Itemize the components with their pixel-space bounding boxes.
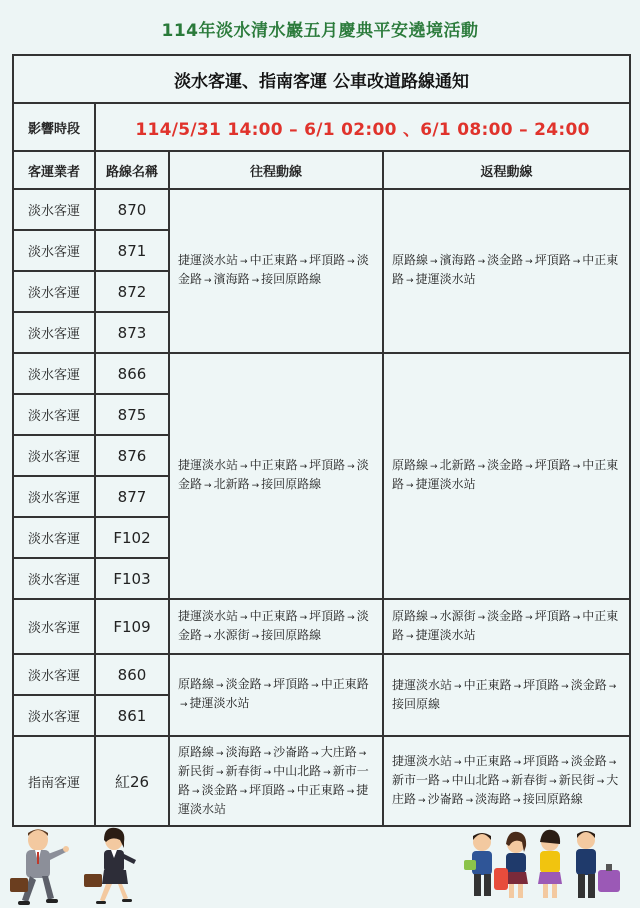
route-number-cell: 872 xyxy=(95,271,169,312)
arrow-icon: → xyxy=(346,787,355,797)
arrow-icon: → xyxy=(477,462,486,472)
arrow-icon: → xyxy=(311,749,319,759)
road-segment: 原路線 xyxy=(392,608,429,623)
operator-cell: 淡水客運 xyxy=(13,654,95,695)
operator-cell: 淡水客運 xyxy=(13,353,95,394)
arrow-icon: → xyxy=(180,700,188,710)
road-segment: 捷運淡水站 xyxy=(415,477,476,491)
road-segment: 中正東路 xyxy=(392,458,619,491)
arrow-icon: → xyxy=(525,612,533,623)
road-segment: 接回原路線 xyxy=(261,272,322,286)
arrow-icon: → xyxy=(287,787,295,797)
outbound-path-cell xyxy=(169,654,383,736)
route-number-cell: 870 xyxy=(95,189,169,230)
operator-cell: 淡水客運 xyxy=(13,435,95,476)
road-segment: 原路線 xyxy=(392,458,429,472)
route-row xyxy=(13,654,630,695)
outbound-path-cell xyxy=(169,189,383,353)
arrow-icon: → xyxy=(608,757,617,768)
road-segment: 淡海路 xyxy=(225,745,262,759)
arrow-icon: → xyxy=(347,612,355,623)
road-segment: 北新路 xyxy=(439,458,476,472)
arrow-icon: → xyxy=(311,681,319,691)
operator-cell: 淡水客運 xyxy=(13,599,95,654)
column-header-inbound: 返程動線 xyxy=(383,151,630,189)
road-segment: 接回原線 xyxy=(392,697,441,711)
arrow-icon: → xyxy=(299,462,308,472)
road-segment: 淡金路 xyxy=(178,458,369,491)
arrow-icon: → xyxy=(347,257,355,267)
route-number-cell: 861 xyxy=(95,695,169,736)
arrow-icon: → xyxy=(263,681,272,691)
arrow-icon: → xyxy=(204,481,212,491)
route-number-cell: 866 xyxy=(95,353,169,394)
inbound-path-cell xyxy=(383,654,630,736)
operator-cell: 淡水客運 xyxy=(13,271,95,312)
operator-cell: 指南客運 xyxy=(13,736,95,826)
arrow-icon: → xyxy=(216,681,224,691)
road-segment: 中正東路 xyxy=(463,753,512,768)
period-value: 114/5/31 14:00 – 6/1 02:00 、6/1 08:00 – 24:00 xyxy=(95,103,630,151)
arrow-icon: → xyxy=(358,749,367,759)
road-segment: 坪頂路 xyxy=(523,678,560,692)
road-segment: 捷運淡水站 xyxy=(415,272,476,286)
arrow-icon: → xyxy=(240,612,248,623)
inbound-path-cell xyxy=(383,189,630,353)
inbound-path-cell xyxy=(383,599,630,654)
road-segment: 捷運淡水站 xyxy=(392,753,453,768)
travelers-group-illustration xyxy=(464,828,634,906)
arrow-icon: → xyxy=(477,257,486,267)
arrow-icon: → xyxy=(465,795,474,806)
road-segment: 新民街 xyxy=(178,764,215,778)
road-segment: 淡金路 xyxy=(487,608,524,623)
road-segment: 接回原路線 xyxy=(261,477,322,491)
road-segment: 坪頂路 xyxy=(523,753,560,768)
route-number-cell: F109 xyxy=(95,599,169,654)
road-segment: 接回原路線 xyxy=(261,627,322,642)
road-segment: 中正東路 xyxy=(392,253,619,286)
operator-cell: 淡水客運 xyxy=(13,189,95,230)
route-notice-table xyxy=(12,54,631,827)
arrow-icon: → xyxy=(240,257,248,267)
road-segment: 原路線 xyxy=(392,253,429,267)
road-segment: 坪頂路 xyxy=(273,677,310,691)
arrow-icon: → xyxy=(561,682,569,692)
arrow-icon: → xyxy=(572,257,581,267)
period-row xyxy=(13,103,630,151)
road-segment: 中正東路 xyxy=(320,677,369,691)
arrow-icon: → xyxy=(608,682,617,692)
arrow-icon: → xyxy=(561,757,569,768)
route-table-body xyxy=(13,189,630,826)
road-segment: 坪頂路 xyxy=(309,458,346,472)
outbound-path-cell xyxy=(169,736,383,826)
arrow-icon: → xyxy=(406,276,414,286)
road-segment: 中山北路 xyxy=(451,772,500,787)
road-segment: 坪頂路 xyxy=(309,608,346,623)
arrow-icon: → xyxy=(454,682,462,692)
arrow-icon: → xyxy=(204,631,212,642)
road-segment: 淡金路 xyxy=(178,608,369,642)
road-segment: 新春街 xyxy=(225,764,262,778)
column-header-row xyxy=(13,151,630,189)
road-segment: 坪頂路 xyxy=(309,253,346,267)
route-row xyxy=(13,599,630,654)
road-segment: 沙崙路 xyxy=(427,791,464,806)
route-number-cell: 873 xyxy=(95,312,169,353)
road-segment: 淡金路 xyxy=(487,253,524,267)
road-segment: 沙崙路 xyxy=(273,745,310,759)
road-segment: 濱海路 xyxy=(439,253,476,267)
road-segment: 接回原路線 xyxy=(522,791,583,806)
road-segment: 淡金路 xyxy=(487,458,524,472)
operator-cell: 淡水客運 xyxy=(13,517,95,558)
road-segment: 淡金路 xyxy=(201,783,238,797)
route-number-cell: F102 xyxy=(95,517,169,558)
inbound-path-cell xyxy=(383,736,630,826)
arrow-icon: → xyxy=(513,795,521,806)
road-segment: 北新路 xyxy=(213,477,250,491)
arrow-icon: → xyxy=(251,481,260,491)
arrow-icon: → xyxy=(513,757,522,768)
route-number-cell: 860 xyxy=(95,654,169,695)
road-segment: 淡金路 xyxy=(570,678,607,692)
road-segment: 原路線 xyxy=(178,677,215,691)
route-row xyxy=(13,189,630,230)
road-segment: 中正東路 xyxy=(296,783,345,797)
arrow-icon: → xyxy=(251,276,260,286)
road-segment: 中正東路 xyxy=(249,458,298,472)
column-header-operator: 客運業者 xyxy=(13,151,95,189)
route-number-cell: 875 xyxy=(95,394,169,435)
arrow-icon: → xyxy=(525,257,533,267)
notice-title: 淡水客運、指南客運 公車改道路線通知 xyxy=(13,55,630,103)
road-segment: 中正東路 xyxy=(463,678,512,692)
road-segment: 坪頂路 xyxy=(249,783,286,797)
route-number-cell: F103 xyxy=(95,558,169,599)
operator-cell: 淡水客運 xyxy=(13,230,95,271)
road-segment: 捷運淡水站 xyxy=(415,627,476,642)
road-segment: 捷運淡水站 xyxy=(178,253,239,267)
road-segment: 新春街 xyxy=(511,772,548,787)
arrow-icon: → xyxy=(430,612,438,623)
road-segment: 淡金路 xyxy=(178,253,369,286)
arrow-icon: → xyxy=(216,749,224,759)
arrow-icon: → xyxy=(263,768,272,778)
road-segment: 新民街 xyxy=(558,772,595,787)
arrow-icon: → xyxy=(572,612,581,623)
road-segment: 坪頂路 xyxy=(534,253,571,267)
arrow-icon: → xyxy=(251,631,260,642)
arrow-icon: → xyxy=(513,682,522,692)
road-segment: 淡海路 xyxy=(475,791,512,806)
outbound-path-cell xyxy=(169,353,383,599)
arrow-icon: → xyxy=(239,787,248,797)
arrow-icon: → xyxy=(549,776,557,787)
route-row xyxy=(13,353,630,394)
route-number-cell: 877 xyxy=(95,476,169,517)
road-segment: 大庄路 xyxy=(320,745,357,759)
road-segment: 中正東路 xyxy=(249,253,298,267)
column-header-outbound: 往程動線 xyxy=(169,151,383,189)
arrow-icon: → xyxy=(501,776,510,787)
arrow-icon: → xyxy=(596,776,605,787)
operator-cell: 淡水客運 xyxy=(13,695,95,736)
arrow-icon: → xyxy=(406,481,414,491)
road-segment: 捷運淡水站 xyxy=(189,696,250,710)
road-segment: 捷運淡水站 xyxy=(392,678,453,692)
arrow-icon: → xyxy=(323,768,331,778)
road-segment: 新市一路 xyxy=(178,764,369,797)
road-segment: 捷運淡水站 xyxy=(178,458,239,472)
road-segment: 捷運淡水站 xyxy=(178,608,239,623)
arrow-icon: → xyxy=(347,462,355,472)
arrow-icon: → xyxy=(454,757,462,768)
road-segment: 坪頂路 xyxy=(534,608,571,623)
arrow-icon: → xyxy=(299,257,308,267)
road-segment: 原路線 xyxy=(178,745,215,759)
route-row xyxy=(13,736,630,826)
road-segment: 水源街 xyxy=(213,627,250,642)
column-header-route: 路線名稱 xyxy=(95,151,169,189)
arrow-icon: → xyxy=(406,631,414,642)
road-segment: 淡金路 xyxy=(225,677,262,691)
outbound-path-cell xyxy=(169,599,383,654)
operator-cell: 淡水客運 xyxy=(13,394,95,435)
arrow-icon: → xyxy=(240,462,248,472)
route-number-cell: 876 xyxy=(95,435,169,476)
arrow-icon: → xyxy=(430,462,438,472)
road-segment: 濱海路 xyxy=(213,272,250,286)
arrow-icon: → xyxy=(442,776,450,787)
arrow-icon: → xyxy=(525,462,533,472)
route-number-cell: 871 xyxy=(95,230,169,271)
road-segment: 水源街 xyxy=(439,608,476,623)
arrow-icon: → xyxy=(299,612,308,623)
arrow-icon: → xyxy=(477,612,486,623)
arrow-icon: → xyxy=(572,462,581,472)
operator-cell: 淡水客運 xyxy=(13,558,95,599)
inbound-path-cell xyxy=(383,353,630,599)
commuter-woman-illustration xyxy=(82,826,144,906)
road-segment: 捷運淡水站 xyxy=(178,783,369,816)
arrow-icon: → xyxy=(204,276,212,286)
period-label: 影響時段 xyxy=(13,103,95,151)
operator-cell: 淡水客運 xyxy=(13,476,95,517)
arrow-icon: → xyxy=(430,257,438,267)
notice-title-row xyxy=(13,55,630,103)
commuter-man-illustration xyxy=(8,826,78,906)
road-segment: 中正東路 xyxy=(249,608,298,623)
road-segment: 新市一路 xyxy=(392,772,441,787)
road-segment: 大庄路 xyxy=(392,772,619,806)
arrow-icon: → xyxy=(216,768,224,778)
arrow-icon: → xyxy=(263,749,272,759)
road-segment: 中正東路 xyxy=(392,608,619,642)
route-number-cell: 紅26 xyxy=(95,736,169,826)
event-title: 114年淡水清水巖五月慶典平安遶境活動 xyxy=(161,21,479,41)
arrow-icon: → xyxy=(418,795,426,806)
road-segment: 坪頂路 xyxy=(534,458,571,472)
arrow-icon: → xyxy=(192,787,200,797)
road-segment: 淡金路 xyxy=(570,753,607,768)
road-segment: 中山北路 xyxy=(273,764,322,778)
operator-cell: 淡水客運 xyxy=(13,312,95,353)
